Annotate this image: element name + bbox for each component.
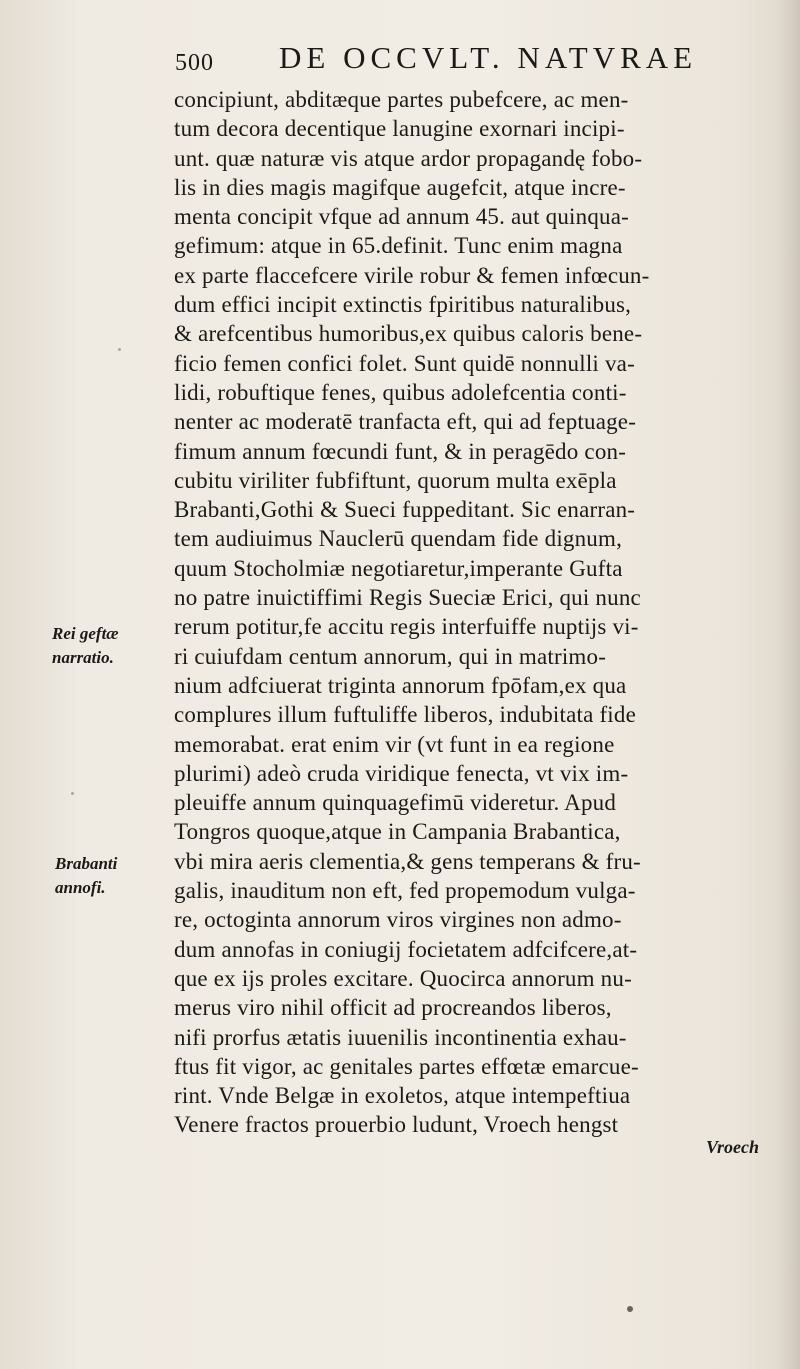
text-line: menta concipit vfque ad annum 45. aut quinqua- bbox=[174, 204, 630, 230]
text-line: ri cuiufdam centum annorum, qui in matrimo- bbox=[174, 643, 607, 669]
text-line: nenter ac moderatē tranfacta eft, qui ad feptuage- bbox=[174, 409, 637, 435]
ink-speck bbox=[118, 348, 121, 351]
text-line: ficio femen confici folet. Sunt quidē nonnulli va- bbox=[174, 350, 635, 376]
margin-note-line: narratio. bbox=[52, 648, 114, 667]
margin-note-line: Brabanti bbox=[55, 854, 118, 873]
text-line: ftus fit vigor, ac genitales partes effœtæ emarcue- bbox=[174, 1053, 639, 1079]
text-line: cubitu viriliter fubfiftunt, quorum multa exēpla bbox=[174, 467, 617, 493]
page-number: 500 bbox=[175, 50, 214, 76]
page-edge-shadow bbox=[778, 0, 800, 1369]
text-line: & arefcentibus humoribus,ex quibus caloris bene- bbox=[174, 321, 643, 347]
text-line: no patre inuictiffimi Regis Sueciæ Erici, qui nunc bbox=[174, 585, 641, 611]
text-line: lidi, robuftique fenes, quibus adolefcentia conti- bbox=[174, 379, 627, 405]
text-line: Tongros quoque,atque in Campania Brabantica, bbox=[174, 819, 621, 845]
text-line: tem audiuimus Nauclerū quendam fide dignum, bbox=[174, 526, 623, 552]
running-head: DE OCCVLT. NATVRAE bbox=[279, 40, 698, 75]
text-line: plurimi) adeò cruda viridique fenecta, vt vix im- bbox=[174, 760, 629, 786]
text-line: re, octoginta annorum viros virgines non admo- bbox=[174, 907, 622, 933]
text-line: memorabat. erat enim vir (vt funt in ea regione bbox=[174, 731, 615, 757]
text-line: Brabanti,Gothi & Sueci fuppeditant. Sic enarran- bbox=[174, 497, 636, 523]
ink-speck bbox=[71, 792, 74, 795]
text-line: tum decora decentique lanugine exornari incipi- bbox=[174, 116, 625, 142]
catchword: Vroech bbox=[706, 1137, 760, 1157]
margin-note-line: Rei geftæ bbox=[52, 624, 119, 643]
text-line: nium adfciuerat triginta annorum fpōfam,ex qua bbox=[174, 672, 627, 698]
text-line: vbi mira aeris clementia,& gens temperans & fru- bbox=[174, 848, 641, 874]
text-line: dum annofas in coniugij focietatem adfcifcere,at- bbox=[174, 936, 638, 962]
text-line: rint. Vnde Belgæ in exoletos, atque intempeftiua bbox=[174, 1083, 631, 1109]
text-line: merus viro nihil officit ad procreandos liberos, bbox=[174, 995, 612, 1021]
text-line: quum Stocholmiæ negotiaretur,imperante Gufta bbox=[174, 555, 623, 581]
text-line: ex parte flaccefcere virile robur & femen infœcun- bbox=[174, 262, 650, 288]
text-line: unt. quæ naturæ vis atque ardor propagandę fobo- bbox=[174, 145, 643, 171]
text-line: galis, inauditum non eft, fed propemodum vulga- bbox=[174, 878, 636, 904]
text-line: lis in dies magis magifque augefcit, atque incre- bbox=[174, 174, 626, 200]
text-line: pleuiffe annum quinquagefimū videretur. Apud bbox=[174, 790, 617, 816]
text-line: nifi prorfus ætatis iuuenilis incontinentia exhau- bbox=[174, 1024, 627, 1050]
text-line: fimum annum fœcundi funt, & in peragēdo con- bbox=[174, 438, 627, 464]
page-header bbox=[175, 40, 755, 80]
text-line: complures illum fuftuliffe liberos, indubitata fide bbox=[174, 702, 637, 728]
ink-speck bbox=[627, 1306, 633, 1312]
text-line: concipiunt, abditæque partes pubefcere, ac men- bbox=[174, 87, 629, 112]
margin-note-rei-gestae bbox=[52, 622, 119, 670]
text-line: Venere fractos prouerbio ludunt, Vroech hengst bbox=[174, 1112, 619, 1138]
margin-note-brabanti bbox=[55, 852, 117, 900]
text-line: rerum potitur,fe accitu regis interfuiffe nuptijs vi- bbox=[174, 614, 639, 640]
margin-note-line: annofi. bbox=[55, 878, 106, 897]
body-text bbox=[174, 85, 774, 1140]
text-line: que ex ijs proles excitare. Quocirca annorum nu- bbox=[174, 965, 632, 991]
text-line: dum effici incipit extinctis fpiritibus naturalibus, bbox=[174, 292, 632, 318]
text-line: gefimum: atque in 65.definit. Tunc enim magna bbox=[174, 233, 623, 259]
